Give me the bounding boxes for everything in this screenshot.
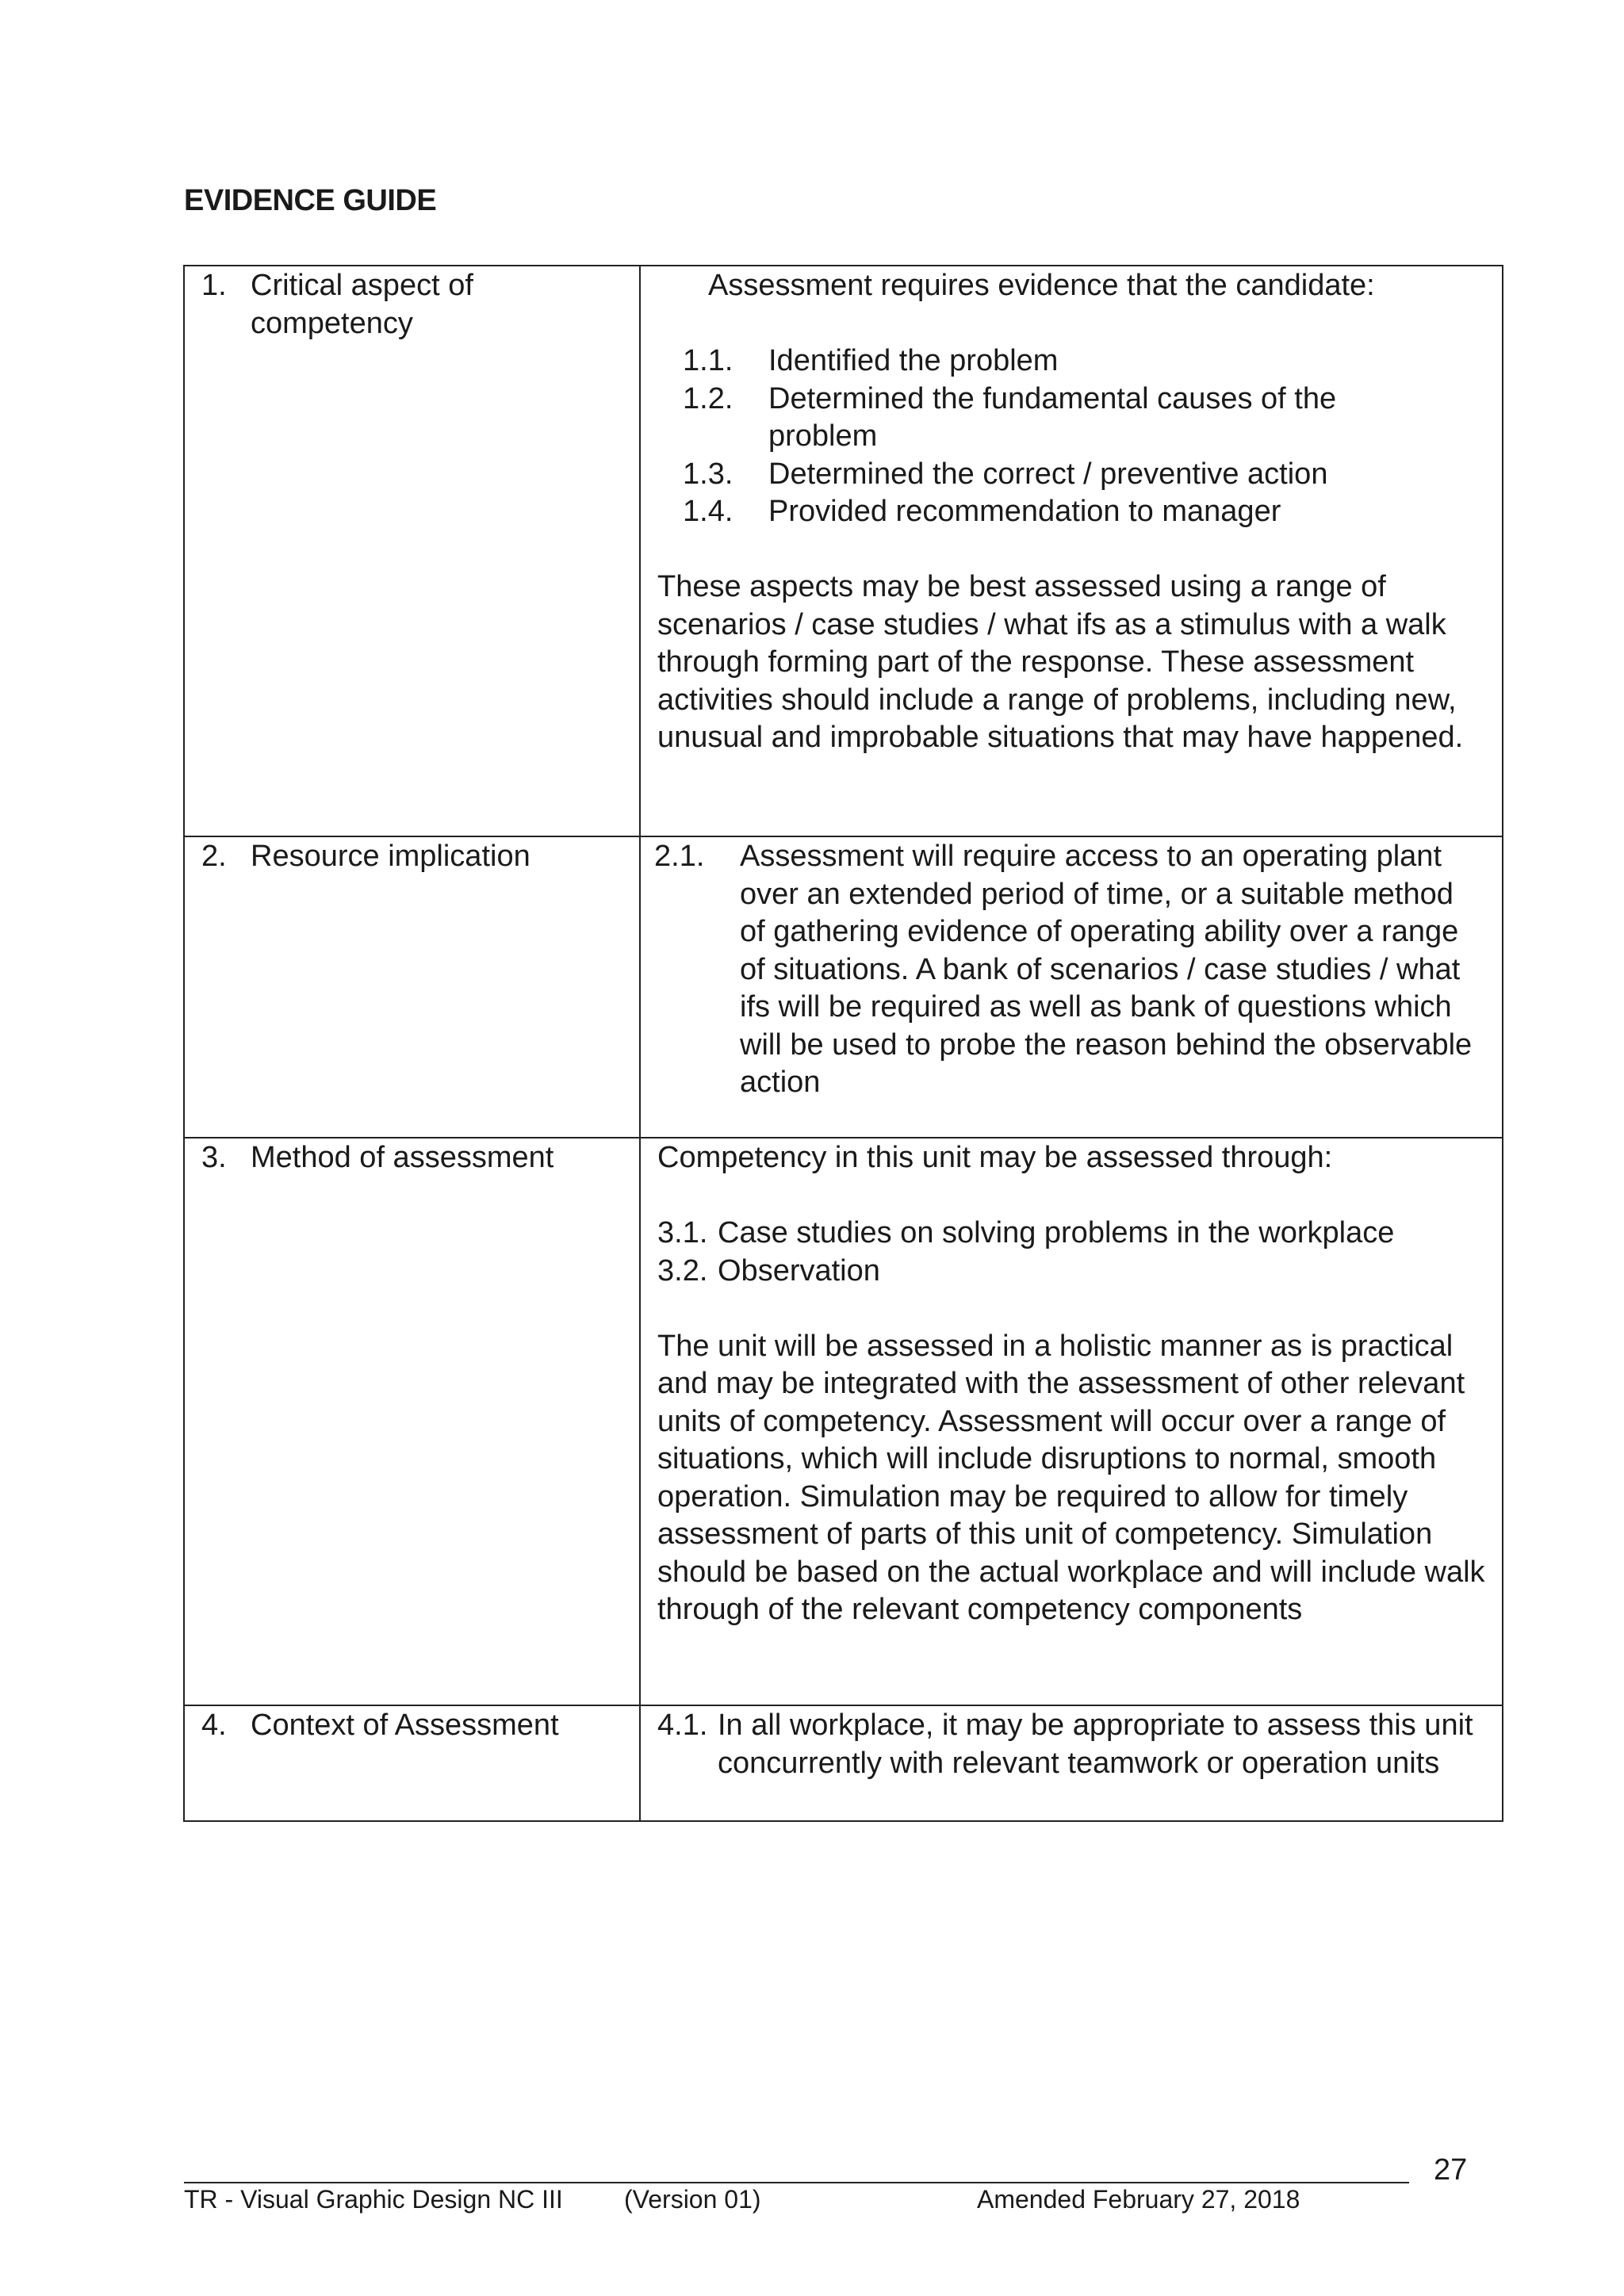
item-text: In all workplace, it may be appropriate to assess this unit concurrently with relevant teamwork or operation units <box>718 1709 1473 1780</box>
row-intro: Competency in this unit may be assessed through: <box>657 1141 1333 1174</box>
list-item <box>657 1253 1485 1291</box>
item-number: 3.2. <box>657 1253 708 1288</box>
row-label: Context of Assessment <box>251 1709 559 1742</box>
row-label: Method of assessment <box>251 1141 554 1174</box>
footer-version: (Version 01) <box>624 2185 761 2214</box>
item-text: Determined the fundamental causes of the problem <box>768 381 1337 453</box>
page-number: 27 <box>1434 2153 1468 2187</box>
row-content-cell <box>640 1705 1503 1821</box>
row-number: 4. <box>201 1709 227 1742</box>
table-row <box>184 1138 1503 1705</box>
item-number: 1.1. <box>683 344 733 377</box>
row-number: 2. <box>201 840 227 873</box>
table-row <box>184 266 1503 836</box>
item-text: Observation <box>718 1253 880 1288</box>
table-row <box>184 836 1503 1138</box>
footer-amended-date: Amended February 27, 2018 <box>977 2185 1300 2214</box>
item-text: Determined the correct / preventive action <box>768 457 1328 491</box>
row-content-cell <box>640 836 1503 1138</box>
list-item <box>657 1707 1485 1782</box>
row-number: 1. <box>201 269 227 302</box>
list-item <box>654 838 1485 1102</box>
row-label-cell <box>184 836 640 1138</box>
row-label-cell <box>184 1705 640 1821</box>
item-text: Case studies on solving problems in the workplace <box>718 1216 1395 1249</box>
item-number: 3.1. <box>657 1216 708 1249</box>
row-content-cell <box>640 1138 1503 1705</box>
footer-rule <box>184 2182 1409 2183</box>
footer-title: TR - Visual Graphic Design NC III <box>184 2185 563 2214</box>
list-item <box>657 342 1485 381</box>
item-text: Assessment will require access to an operating plant over an extended period of time, or a suitable method of gathering evidence of operating ability over a range of situations. A bank of scenarios / case studies / what ifs will be required as well as bank of questions which will be used to probe the reason behind the observable action <box>740 840 1473 1099</box>
item-text: Identified the problem <box>768 344 1059 377</box>
item-number: 1.3. <box>683 457 733 491</box>
item-number: 1.4. <box>683 495 733 528</box>
row-label: Critical aspect of competency <box>251 269 473 340</box>
evidence-guide-table <box>183 265 1503 1822</box>
assessment-method-list <box>657 1215 1485 1290</box>
list-item <box>657 493 1485 531</box>
row-number: 3. <box>201 1141 227 1174</box>
list-item <box>657 381 1485 456</box>
evidence-list <box>657 342 1485 531</box>
row-closing: The unit will be assessed in a holistic manner as is practical and may be integrated with the assessment of other relevant units of competency. Assessment will occur over a range of situations, which will include disruptions to normal, smooth operation. Simulation may be required to allow for timely assessment of parts of this unit of competency. Simulation should be based on the actual workplace and will include walk through of the relevant competency components <box>657 1329 1485 1626</box>
list-item <box>657 1215 1485 1253</box>
row-label: Resource implication <box>251 840 530 873</box>
table-row <box>184 1705 1503 1821</box>
row-intro: Assessment requires evidence that the candidate: <box>708 269 1375 302</box>
page-heading: EVIDENCE GUIDE <box>184 184 437 217</box>
item-number: 1.2. <box>683 381 733 415</box>
row-label-cell <box>184 266 640 836</box>
list-item <box>657 456 1485 494</box>
row-label-cell <box>184 1138 640 1705</box>
item-number: 4.1. <box>657 1709 708 1742</box>
row-closing: These aspects may be best assessed using a range of scenarios / case studies / what ifs as a stimulus with a walk through forming part of the response. These assessment activities should include a range of problems, including new, unusual and improbable situations that may have happened. <box>657 570 1464 754</box>
item-number: 2.1. <box>654 840 705 873</box>
row-content-cell <box>640 266 1503 836</box>
item-text: Provided recommendation to manager <box>768 495 1281 528</box>
